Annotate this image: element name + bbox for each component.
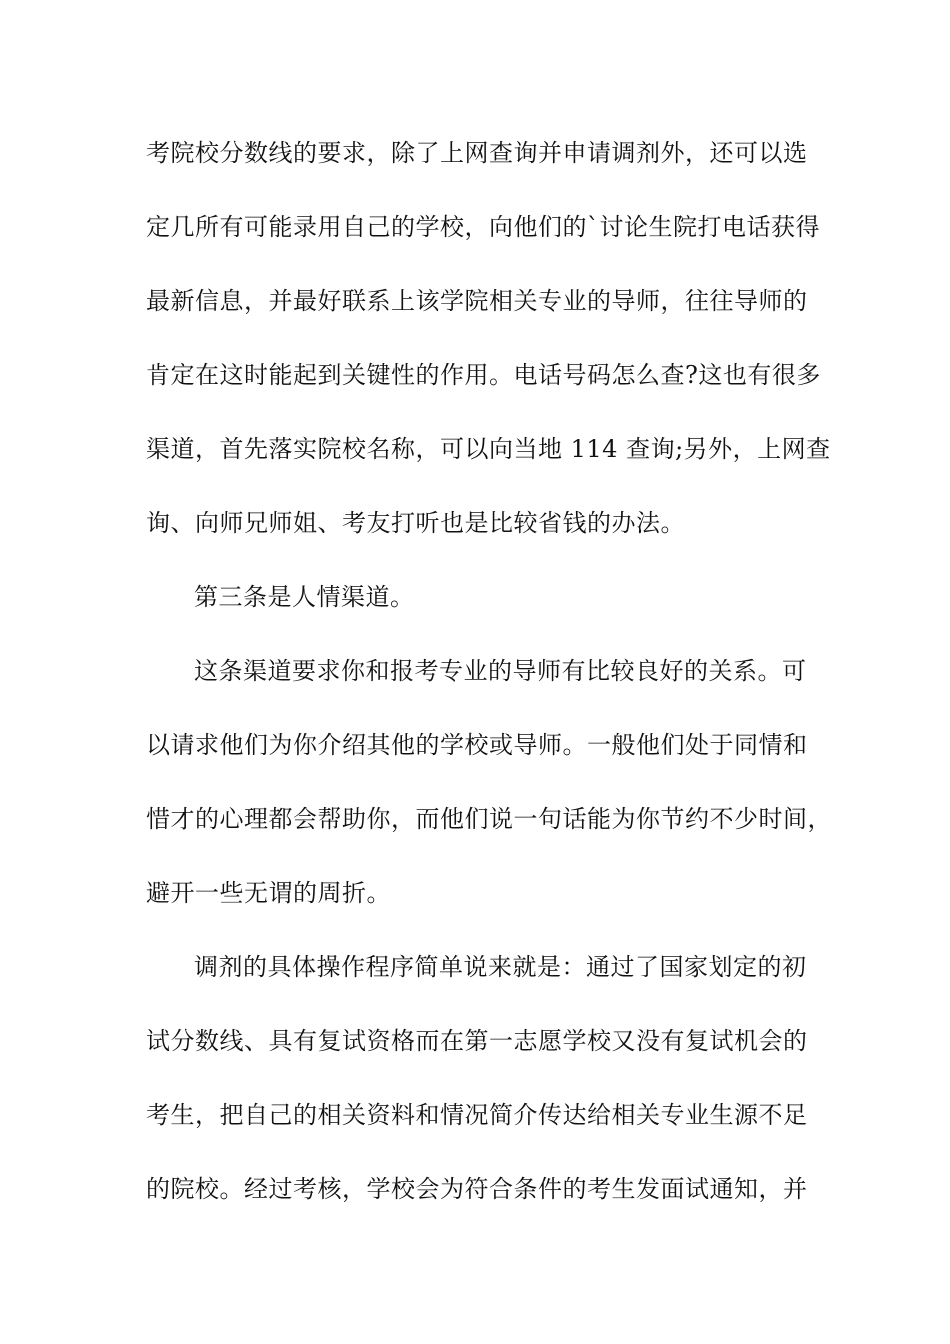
text-line: 惜才的心理都会帮助你，而他们说一句话能为你节约不少时间， <box>146 805 832 833</box>
text-line: 最新信息，并最好联系上该学院相关专业的导师，往往导师的 <box>146 287 808 315</box>
text-line: 以请求他们为你介绍其他的学校或导师。一般他们处于同情和 <box>146 731 808 759</box>
text-line: 渠道，首先落实院校名称，可以向当地 114 查询;另外，上网查 <box>146 435 831 463</box>
body-text <box>146 126 832 1236</box>
text-line: 避开一些无谓的周折。 <box>146 879 391 907</box>
text-line: 考生，把自己的相关资料和情况简介传达给相关专业生源不足 <box>146 1101 808 1129</box>
paragraph-first-line: 调剂的具体操作程序简单说来就是：通过了国家划定的初 <box>194 953 807 981</box>
text-line: 的院校。经过考核，学校会为符合条件的考生发面试通知，并 <box>146 1175 808 1203</box>
text-line: 肯定在这时能起到关键性的作用。电话号码怎么查?这也有很多 <box>146 361 821 389</box>
paragraph-first-line: 这条渠道要求你和报考专业的导师有比较良好的关系。可 <box>194 657 807 685</box>
text-line: 试分数线、具有复试资格而在第一志愿学校又没有复试机会的 <box>146 1027 808 1055</box>
text-line: 询、向师兄师姐、考友打听也是比较省钱的办法。 <box>146 509 685 537</box>
paragraph-first-line: 第三条是人情渠道。 <box>194 583 415 611</box>
text-line: 考院校分数线的要求，除了上网查询并申请调剂外，还可以选 <box>146 139 808 167</box>
text-line: 定几所有可能录用自己的学校，向他们的`讨论生院打电话获得 <box>146 213 820 241</box>
